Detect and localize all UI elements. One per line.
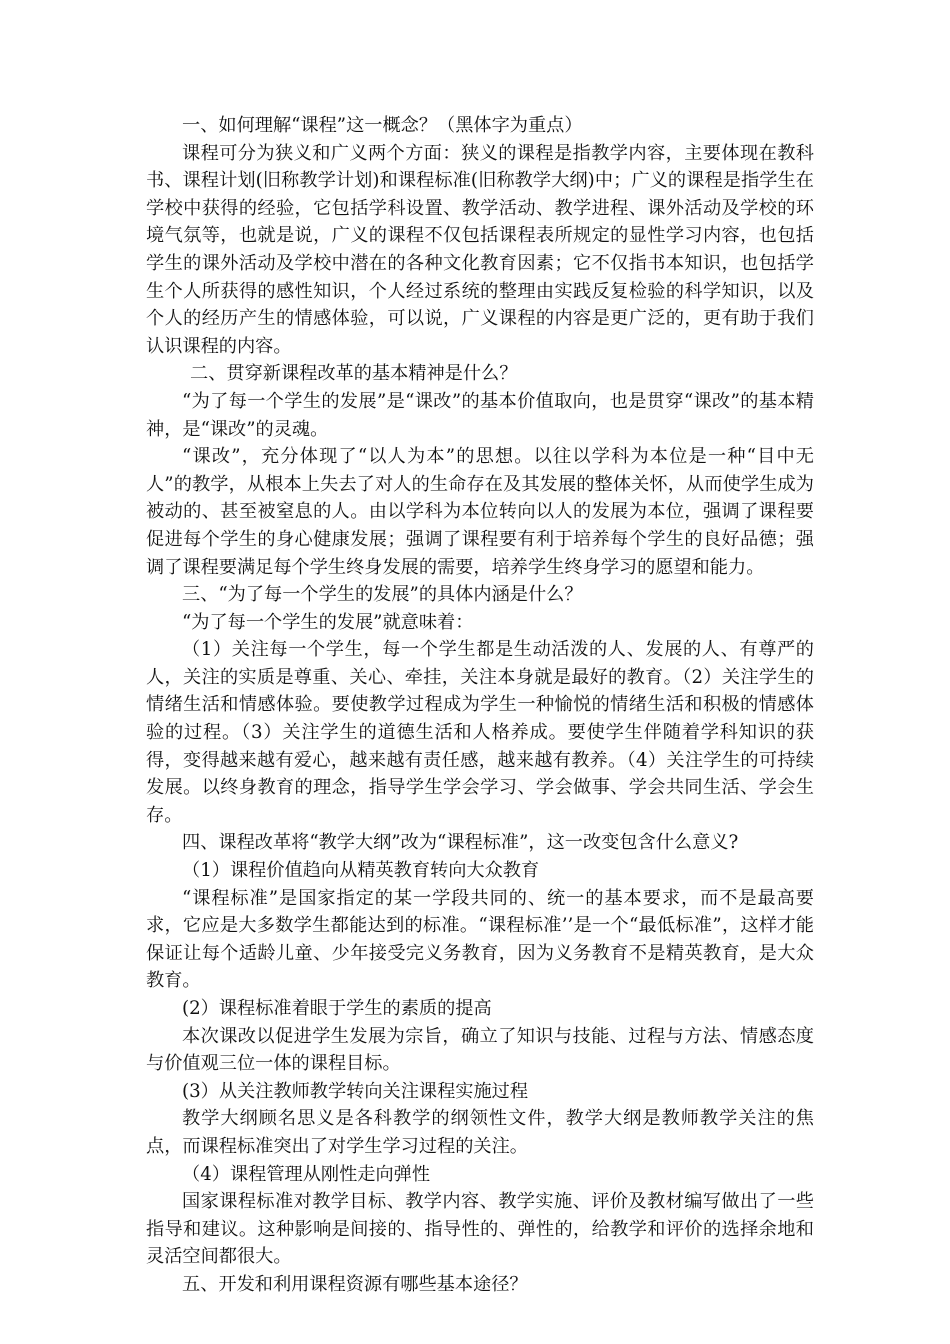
subheading-point-2: (2）课程标准着眼于学生的素质的提高 — [182, 998, 492, 1019]
heading-q3: 三、“为了每一个学生的发展”的具体内涵是什么？ — [182, 584, 583, 606]
paragraph-point-4: 国家课程标准对教学目标、教学内容、教学实施、评价及教材编写做出了一些指导和建议。这种影响是间接的、指导性的、弹性的，给教学和评价的选择余地和灵活空间都很大。 — [146, 1191, 814, 1268]
paragraph-course-definition: 课程可分为狭义和广义两个方面：狭义的课程是指教学内容，主要体现在教科书、课程计划(旧称教学计划)和课程标准(旧称教学大纲)中；广义的课程是指学生在学校中获得的经验，它包括学科设置、教学活动、教学进程、课外活动及学校的环境气氛等，也就是说，广义的课程不仅包括课程表所规定的显性学习内容，也包括学生的课外活动及学校中潜在的各种文化教育因素；它不仅指书本知识，也包括学生个人所获得的感性知识，个人经过系统的整理由实践反复检验的科学知识，以及个人的经历产生的情感体验，可以说，广义课程的内容是更广泛的，更有助于我们认识课程的内容。 — [146, 142, 814, 357]
paragraph-people-oriented: “课改”，充分体现了“以人为本”的思想。以往以学科为本位是一种“目中无人”的教学，从根本上失去了对人的生命存在及其发展的整体关怀，从而使学生成为被动的、甚至被窒息的人。由以学科为本位转向以人的发展为本位，强调了课程要促进每个学生的身心健康发展；强调了课程要有利于培养每个学生的良好品德；强调了课程要满足每个学生终身发展的需要，培养学生终身学习的愿望和能力。 — [146, 446, 814, 578]
heading-q4: 四、课程改革将“教学大纲”改为“课程标准”，这一改变包含什么意义? — [182, 832, 739, 854]
subheading-point-3: (3）从关注教师教学转向关注课程实施过程 — [182, 1080, 529, 1102]
heading-q2: 二、贯穿新课程改革的基本精神是什么？ — [190, 363, 518, 385]
paragraph-point-2: 本次课改以促进学生发展为宗旨，确立了知识与技能、过程与方法、情感态度与价值观三位一体的课程目标。 — [146, 1025, 814, 1075]
paragraph-meaning-list: （1）关注每一个学生，每一个学生都是生动活泼的人、发展的人、有尊严的人，关注的实质是尊重、关心、牵挂，关注本身就是最好的教育。（2）关注学生的情绪生活和情感体验。要使教学过程成为学生一种愉悦的情绪生活和积极的情感体验的过程。（3）关注学生的道德生活和人格养成。要使学生伴随着学科知识的获得，变得越来越有爱心，越来越有责任感，越来越有教养。（4）关注学生的可持续发展。以终身教育的理念，指导学生学会学习、学会做事、学会共同生活、学会生存。 — [146, 639, 814, 826]
paragraph-point-1: “课程标准”是国家指定的某一学段共同的、统一的基本要求，而不是最高要求，它应是大多数学生都能达到的标准。“课程标准’’是一个“最低标准”，这样才能保证让每个适龄儿童、少年接受完义务教育，因为义务教育不是精英教育，是大众教育。 — [146, 887, 814, 992]
paragraph-basic-spirit: “为了每一个学生的发展”是“课改”的基本价值取向，也是贯穿“课改”的基本精神，是“课改”的灵魂。 — [146, 390, 814, 440]
subheading-point-4: （4）课程管理从刚性走向弹性 — [182, 1163, 431, 1185]
heading-q1: 一、如何理解“课程”这一概念？（黑体字为重点） — [182, 115, 583, 136]
heading-q5: 五、开发和利用课程资源有哪些基本途径？ — [182, 1273, 528, 1295]
paragraph-meaning-intro: “为了每一个学生的发展”就意味着： — [182, 611, 474, 633]
subheading-point-1: （1）课程价值趋向从精英教育转向大众教育 — [182, 860, 540, 882]
paragraph-point-3: 教学大纲顾名思义是各科教学的纲领性文件，教学大纲是教师教学关注的焦点，而课程标准突出了对学生学习过程的关注。 — [146, 1108, 814, 1157]
document-body — [146, 112, 814, 1299]
